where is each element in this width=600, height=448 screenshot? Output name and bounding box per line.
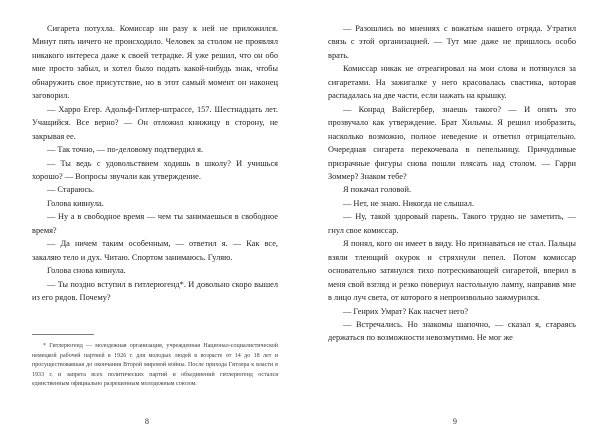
paragraph: — Генрих Умрат? Как насчет него?: [343, 306, 469, 316]
footnote-text: Гитлерюгенд — молодежная организация, учрежденная Национал-социалистической немецкой рабочей партией в 1926 г. для молодых людей в возрасте от 14 до 18 лет и просуществовавшая до окончания Второй мировой войны. После прихода Гитлера к власти в 1933 г. и запрета всех политических партий и объединений гитлерюгенд остался единственным официально разрешенным молодежным союзом.: [32, 343, 278, 388]
footnote-area: [32, 334, 278, 390]
paragraph: — Встречались. Но знакомы шапочно, — сказал я, стараясь держаться по возможности невозмутимо. Не мог же: [328, 319, 576, 343]
paragraph: Комиссар никак не отреагировал на мои слова и потянулся за сигаретами. На зажигалке у него красовалась свастика, которая распадалась на две части, если нажать на крышку.: [328, 64, 576, 101]
right-page-body: [328, 22, 576, 345]
paragraph: — Харро Егер. Адольф-Гитлер-штрассе, 157. Шестнадцать лет. Учащийся. Все верно? — Он отложил книжицу в сторону, не закрывая ее.: [32, 104, 278, 141]
page-number-right: 9: [452, 417, 458, 426]
left-page-body: [32, 22, 278, 305]
paragraph: — Конрад Вайсгербер, знаешь такого? — И опять это прозвучало как утверждение. Брат Хильмы. Я решил изобразить, насколько возможно, полное неведение и ответил отрицательно. Очередная сигарета перекочевала в пепельницу. Причудливые призрачные фигуры снова пошли плясать над столом. — Гарри Зоммер? Знаком тебе?: [328, 104, 576, 181]
paragraph: — Ты поздно вступил в гитлерюгенд*. И довольно скоро вышел из его рядов. Почему?: [32, 279, 278, 303]
page-right: [300, 0, 600, 448]
paragraph: Я понял, кого он имеет в виду. Но признаваться не стал. Пальцы взяли тлеющий окурок и стряхнули пепел. Потом комиссар основательно затянулся тихо потрескивающей сигаретой, вперил в меня свой взгляд и резко повернул настольную лампу, направив мне в лицо луч света, от которого я непроизвольно зажмурился.: [328, 239, 576, 303]
paragraph: — Так точно, — по-деловому подтвердил я.: [47, 145, 204, 155]
footnote-marker: *: [43, 343, 47, 350]
paragraph: Голова кивнула.: [47, 198, 104, 208]
paragraph: — Ты ведь с удовольствием ходишь в школу? И учишься хорошо? — Вопросы звучали как утверждение.: [32, 158, 278, 181]
paragraph: — Стараюсь.: [47, 185, 95, 195]
footnote-paragraph: [32, 342, 278, 390]
footnote: [32, 342, 278, 390]
paragraph: — Ну а в свободное время — чем ты занимаешься в свободное время?: [32, 212, 278, 235]
paragraph: — Да ничем таким особенным, — ответил я. — Как все, закаляю тело и дух. Читаю. Спортом занимаюсь. Гуляю.: [32, 239, 278, 262]
paragraph: — Разошлись во мнениях с вожатым нашего отряда. Утратил связь с этой организацией. — Тут мне даже не пришлось особо врать.: [328, 24, 576, 60]
paragraph: Голова снова кивнула.: [47, 266, 126, 276]
paragraph: Сигарета потухла. Комиссар ни разу к ней не приложился. Минут пять ничего не происходило. Человек за столом не проявлял никакого интереса даже к своей тетрадке. Я уже решил, что он обо мне просто забыл, и хотел было подать какой-нибудь знак, чтобы обнаружить свое присутствие, но в этот самый момент он наконец заговорил.: [32, 24, 278, 101]
paragraph: Я покачал головой.: [343, 185, 412, 195]
paragraph: — Нет, не знаю. Никогда не слышал.: [343, 198, 474, 208]
paragraph: — Ну, такой здоровый парень. Такого трудно не заметить, — гнул свое комиссар.: [328, 212, 576, 235]
footnote-separator-rule: [32, 334, 94, 335]
page-number-left: 8: [144, 417, 150, 426]
